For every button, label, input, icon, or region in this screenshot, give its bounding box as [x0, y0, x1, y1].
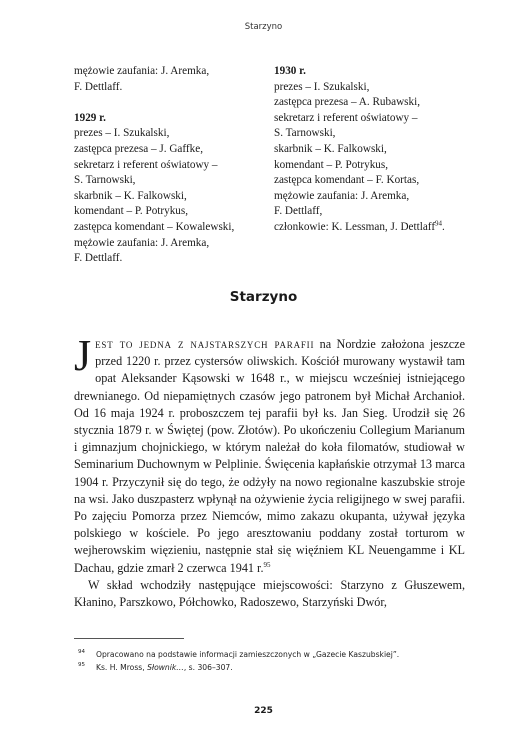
list-item: skarbnik – K. Falkowski,	[74, 189, 187, 202]
footnotes	[74, 648, 465, 674]
list-item: sekretarz i referent oświatowy –	[274, 111, 418, 124]
footnote-number: 95	[78, 662, 85, 668]
year-heading-1929: 1929 r.	[74, 111, 106, 124]
year-heading-1930: 1930 r.	[274, 65, 306, 77]
members-line: członkowie: K. Lessman, J. Dettlaff	[274, 220, 436, 233]
list-item: mężowie zaufania: J. Aremka,	[74, 236, 210, 249]
list-item: skarbnik – K. Falkowski,	[274, 142, 387, 155]
footnote-title-italic: Słownik…	[147, 663, 184, 672]
footnote-text: Opracowano na podstawie informacji zamieszczonych w „Gazecie Kaszubskiej”.	[96, 650, 400, 659]
right-column	[274, 64, 474, 236]
body-text	[74, 331, 465, 611]
footnote-ref-94[interactable]: 94	[435, 219, 443, 228]
footnote-text: , s. 306–307.	[183, 663, 233, 672]
lead-in-smallcaps: est to jedna z najstarszych parafii	[95, 337, 315, 351]
list-item: S. Tarnowski,	[74, 174, 136, 187]
paragraph: W skład wchodziły następujące miejscowości: Starzyno z Głuszewem, Kłanino, Parszkowo, Półchowko, Radoszewo, Starzyński Dwór,	[74, 577, 465, 610]
list-item: komendant – P. Potrykus,	[274, 158, 389, 171]
continuation-line: F. Dettlaff.	[74, 80, 123, 93]
list-item: F. Dettlaff,	[274, 205, 323, 218]
left-column	[74, 64, 260, 267]
page-number: 225	[254, 706, 273, 716]
footnote-rule	[74, 638, 184, 639]
paragraph	[74, 331, 465, 577]
running-head: Starzyno	[244, 22, 283, 32]
footnote	[74, 648, 465, 661]
list-item: prezes – I. Szukalski,	[74, 127, 170, 140]
list-item: F. Dettlaff.	[74, 252, 123, 265]
list-item: zastępca komendant – Kowalewski,	[74, 220, 235, 233]
list-item: prezes – I. Szukalski,	[274, 80, 370, 93]
list-item: S. Tarnowski,	[274, 127, 336, 140]
footnote-number: 94	[78, 649, 85, 655]
footnote-text: Ks. H. Mross,	[96, 663, 148, 672]
continuation-line: mężowie zaufania: J. Aremka,	[74, 65, 210, 77]
list-item	[274, 220, 474, 236]
footnote	[74, 661, 465, 674]
list-item: komendant – P. Potrykus,	[74, 205, 189, 218]
list-item: sekretarz i referent oświatowy –	[74, 158, 218, 171]
list-item: mężowie zaufania: J. Aremka,	[274, 189, 410, 202]
list-item: zastępca prezesa – J. Gaffke,	[74, 142, 204, 155]
drop-cap: J	[74, 331, 92, 380]
list-item: zastępca prezesa – A. Rubawski,	[274, 96, 421, 109]
period: .	[442, 220, 445, 233]
footnote-ref-95[interactable]: 95	[263, 560, 271, 569]
section-title: Starzyno	[229, 289, 298, 305]
paragraph-text: na Nordzie założona jeszcze przed 1220 r. przez cystersów oliwskich. Kościół murowany wystawił tam opat Aleksander Kąsowski w 1648 r., w miejscu wcześniej istniejącego drewnianego. Od niepamiętnych czasów jego patronem był Michał Archanioł. Od 16 maja 1924 r. proboszczem tej parafii był ks. Jan Sieg. Urodził się 26 stycznia 1879 r. w Świętej (pow. Złotów). Po ukończeniu Collegium Marianum i gimnazjum chojnickiego, w którym należał do koła filomatów, studiował w Seminarium Duchownym w Pelplinie. Święcenia kapłańskie otrzymał 13 marca 1904 r. Przyczynił się do tego, że odżyły na nowo regionalne kaszubskie stroje na wsi. Jako duszpasterz wpłynął na ożywienie życia religijnego w swej parafii. Po zajęciu Pomorza przez Niemców, mimo zakazu okupanta, używał języka polskiego w kościele. Po jego aresztowaniu poddany został torturom w wejherowskim więzieniu, następnie stał się więźniem KL Neuengamme i KL Dachau, gdzie zmarł 2 czerwca 1941 r.	[74, 337, 465, 575]
list-item: zastępca komendant – F. Kortas,	[274, 174, 420, 187]
